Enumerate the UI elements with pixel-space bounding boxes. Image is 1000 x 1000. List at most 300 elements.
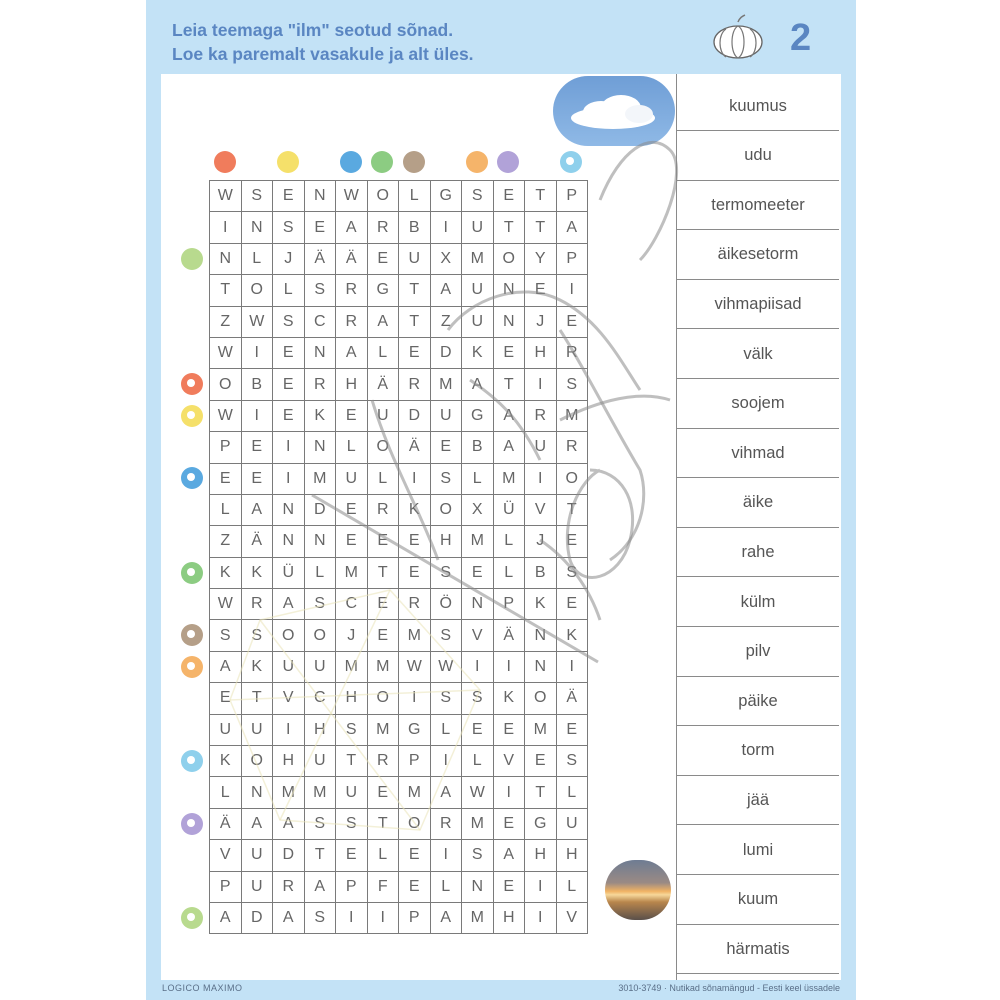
grid-cell[interactable]: E <box>304 212 336 243</box>
grid-cell[interactable]: W <box>241 306 273 337</box>
grid-cell[interactable]: E <box>336 494 368 525</box>
grid-cell[interactable]: N <box>241 777 273 808</box>
grid-cell[interactable]: L <box>241 243 273 274</box>
grid-cell[interactable]: A <box>367 306 399 337</box>
grid-cell[interactable]: N <box>493 306 525 337</box>
grid-cell[interactable]: W <box>399 651 431 682</box>
grid-row <box>210 777 588 808</box>
grid-cell[interactable]: A <box>556 212 588 243</box>
grid-cell[interactable]: K <box>462 337 494 368</box>
grid-cell[interactable]: U <box>336 463 368 494</box>
cloud-image <box>553 76 675 146</box>
grid-cell[interactable]: Ä <box>556 683 588 714</box>
grid-cell[interactable]: L <box>399 181 431 212</box>
word-list-item: härmatis <box>677 925 839 974</box>
grid-cell[interactable]: I <box>525 463 557 494</box>
grid-cell[interactable]: W <box>210 589 242 620</box>
grid-cell[interactable]: R <box>399 589 431 620</box>
grid-cell[interactable]: N <box>493 275 525 306</box>
grid-cell[interactable]: U <box>462 275 494 306</box>
grid-cell[interactable]: V <box>273 683 305 714</box>
grid-cell[interactable]: U <box>210 714 242 745</box>
grid-cell[interactable]: K <box>241 557 273 588</box>
grid-cell[interactable]: O <box>304 620 336 651</box>
row-color-marker <box>181 750 203 772</box>
grid-cell[interactable]: I <box>525 871 557 902</box>
grid-cell[interactable]: E <box>336 840 368 871</box>
grid-cell[interactable]: D <box>399 400 431 431</box>
grid-cell[interactable]: Ä <box>367 369 399 400</box>
grid-cell[interactable]: P <box>210 871 242 902</box>
grid-cell[interactable]: E <box>493 871 525 902</box>
grid-cell[interactable]: K <box>399 494 431 525</box>
grid-cell[interactable]: M <box>462 808 494 839</box>
grid-cell[interactable]: O <box>273 620 305 651</box>
grid-cell[interactable]: U <box>241 714 273 745</box>
grid-cell[interactable]: I <box>273 714 305 745</box>
grid-cell[interactable]: M <box>493 463 525 494</box>
grid-cell[interactable]: N <box>525 620 557 651</box>
grid-cell[interactable]: W <box>210 337 242 368</box>
grid-cell[interactable]: L <box>367 337 399 368</box>
grid-cell[interactable]: K <box>493 683 525 714</box>
grid-cell[interactable]: I <box>399 463 431 494</box>
grid-cell[interactable]: D <box>273 840 305 871</box>
grid-cell[interactable]: I <box>399 683 431 714</box>
grid-cell[interactable]: T <box>241 683 273 714</box>
grid-cell[interactable]: G <box>462 400 494 431</box>
grid-cell[interactable]: U <box>241 871 273 902</box>
grid-cell[interactable]: S <box>241 620 273 651</box>
grid-cell[interactable]: S <box>304 902 336 933</box>
grid-cell[interactable]: E <box>336 526 368 557</box>
grid-cell[interactable]: S <box>462 683 494 714</box>
grid-cell[interactable]: Ö <box>430 589 462 620</box>
grid-cell[interactable]: S <box>556 746 588 777</box>
grid-cell[interactable]: P <box>556 181 588 212</box>
grid-cell[interactable]: B <box>525 557 557 588</box>
grid-cell[interactable]: I <box>430 840 462 871</box>
grid-cell[interactable]: I <box>493 777 525 808</box>
grid-cell[interactable]: G <box>430 181 462 212</box>
word-list-item: pilv <box>677 628 839 677</box>
grid-cell[interactable]: K <box>525 589 557 620</box>
grid-cell[interactable]: A <box>304 871 336 902</box>
grid-cell[interactable]: R <box>525 400 557 431</box>
grid-cell[interactable]: M <box>304 777 336 808</box>
grid-cell[interactable]: H <box>430 526 462 557</box>
grid-cell[interactable]: A <box>336 337 368 368</box>
grid-cell[interactable]: I <box>525 369 557 400</box>
grid-cell[interactable]: H <box>556 840 588 871</box>
grid-cell[interactable]: S <box>241 181 273 212</box>
grid-cell[interactable]: G <box>399 714 431 745</box>
column-color-marker <box>214 151 236 173</box>
grid-cell[interactable]: A <box>241 808 273 839</box>
grid-cell[interactable]: U <box>462 306 494 337</box>
grid-cell[interactable]: V <box>556 902 588 933</box>
grid-cell[interactable]: L <box>273 275 305 306</box>
grid-cell[interactable]: B <box>241 369 273 400</box>
grid-cell[interactable]: I <box>273 463 305 494</box>
grid-cell[interactable]: M <box>336 651 368 682</box>
grid-cell[interactable]: I <box>430 212 462 243</box>
grid-cell[interactable]: O <box>430 494 462 525</box>
grid-cell[interactable]: Z <box>430 306 462 337</box>
grid-cell[interactable]: E <box>273 400 305 431</box>
grid-cell[interactable]: V <box>462 620 494 651</box>
grid-cell[interactable]: E <box>399 337 431 368</box>
grid-cell[interactable]: S <box>556 369 588 400</box>
grid-cell[interactable]: U <box>304 746 336 777</box>
grid-cell[interactable]: E <box>367 243 399 274</box>
grid-cell[interactable]: I <box>525 902 557 933</box>
grid-cell[interactable]: L <box>556 777 588 808</box>
grid-cell[interactable]: A <box>336 212 368 243</box>
grid-cell[interactable]: A <box>273 902 305 933</box>
grid-cell[interactable]: R <box>430 808 462 839</box>
grid-cell[interactable]: A <box>273 808 305 839</box>
grid-cell[interactable]: O <box>210 369 242 400</box>
grid-row <box>210 212 588 243</box>
grid-cell[interactable]: E <box>273 181 305 212</box>
grid-cell[interactable]: Y <box>525 243 557 274</box>
grid-cell[interactable]: U <box>367 400 399 431</box>
grid-cell[interactable]: X <box>430 243 462 274</box>
word-list-item: äike <box>677 479 839 528</box>
grid-cell[interactable]: R <box>241 589 273 620</box>
grid-cell[interactable]: M <box>430 369 462 400</box>
grid-cell[interactable]: S <box>430 463 462 494</box>
grid-cell[interactable]: E <box>241 432 273 463</box>
grid-cell[interactable]: L <box>304 557 336 588</box>
grid-cell[interactable]: I <box>241 337 273 368</box>
grid-cell[interactable]: T <box>399 306 431 337</box>
grid-cell[interactable]: L <box>367 463 399 494</box>
grid-cell[interactable]: E <box>493 181 525 212</box>
grid-cell[interactable]: L <box>210 777 242 808</box>
grid-cell[interactable]: V <box>210 840 242 871</box>
grid-cell[interactable]: H <box>336 369 368 400</box>
grid-cell[interactable]: K <box>210 746 242 777</box>
grid-cell[interactable]: I <box>556 651 588 682</box>
grid-cell[interactable]: R <box>304 369 336 400</box>
grid-cell[interactable]: Ä <box>336 243 368 274</box>
grid-cell[interactable]: Ü <box>493 494 525 525</box>
grid-cell[interactable]: W <box>336 181 368 212</box>
grid-cell[interactable]: E <box>273 337 305 368</box>
grid-cell[interactable]: A <box>241 494 273 525</box>
grid-cell[interactable]: I <box>462 651 494 682</box>
grid-cell[interactable]: I <box>210 212 242 243</box>
grid-cell[interactable]: J <box>525 306 557 337</box>
grid-cell[interactable]: I <box>336 902 368 933</box>
grid-cell[interactable]: M <box>525 714 557 745</box>
grid-cell[interactable]: O <box>367 432 399 463</box>
word-list-item: kuumus <box>677 82 839 131</box>
grid-cell[interactable]: P <box>556 243 588 274</box>
row-color-marker <box>181 656 203 678</box>
grid-cell[interactable]: C <box>304 306 336 337</box>
grid-cell[interactable]: O <box>367 683 399 714</box>
grid-cell[interactable]: S <box>304 275 336 306</box>
grid-cell[interactable]: O <box>399 808 431 839</box>
grid-cell[interactable]: B <box>462 432 494 463</box>
grid-cell[interactable]: Ä <box>399 432 431 463</box>
grid-cell[interactable]: E <box>399 526 431 557</box>
grid-cell[interactable]: E <box>336 400 368 431</box>
grid-cell[interactable]: U <box>525 432 557 463</box>
grid-cell[interactable]: I <box>493 651 525 682</box>
grid-cell[interactable]: Ä <box>241 526 273 557</box>
grid-cell[interactable]: N <box>304 526 336 557</box>
grid-cell[interactable]: E <box>210 683 242 714</box>
grid-cell[interactable]: M <box>399 620 431 651</box>
grid-cell[interactable]: A <box>493 432 525 463</box>
grid-cell[interactable]: U <box>462 212 494 243</box>
grid-cell[interactable]: X <box>462 494 494 525</box>
grid-cell[interactable]: P <box>210 432 242 463</box>
grid-cell[interactable]: L <box>462 463 494 494</box>
grid-cell[interactable]: E <box>462 557 494 588</box>
grid-cell[interactable]: M <box>399 777 431 808</box>
grid-cell[interactable]: R <box>336 275 368 306</box>
grid-cell[interactable]: U <box>273 651 305 682</box>
grid-cell[interactable]: E <box>367 620 399 651</box>
grid-cell[interactable]: K <box>304 400 336 431</box>
grid-cell[interactable]: N <box>304 181 336 212</box>
grid-cell[interactable]: U <box>399 243 431 274</box>
grid-cell[interactable]: E <box>556 306 588 337</box>
grid-cell[interactable]: S <box>273 212 305 243</box>
grid-cell[interactable]: I <box>241 400 273 431</box>
grid-cell[interactable]: S <box>273 306 305 337</box>
grid-cell[interactable]: E <box>556 526 588 557</box>
grid-cell[interactable]: T <box>556 494 588 525</box>
grid-cell[interactable]: H <box>525 840 557 871</box>
grid-cell[interactable]: S <box>336 808 368 839</box>
grid-cell[interactable]: K <box>241 651 273 682</box>
grid-cell[interactable]: S <box>336 714 368 745</box>
grid-cell[interactable]: E <box>493 808 525 839</box>
grid-cell[interactable]: T <box>367 557 399 588</box>
grid-cell[interactable]: E <box>399 840 431 871</box>
grid-cell[interactable]: H <box>493 902 525 933</box>
grid-cell[interactable]: J <box>525 526 557 557</box>
grid-cell[interactable]: I <box>367 902 399 933</box>
grid-cell[interactable]: R <box>556 337 588 368</box>
grid-cell[interactable]: T <box>525 777 557 808</box>
grid-cell[interactable]: Z <box>210 526 242 557</box>
grid-cell[interactable]: L <box>430 714 462 745</box>
grid-cell[interactable]: S <box>430 557 462 588</box>
grid-cell[interactable]: L <box>367 840 399 871</box>
grid-cell[interactable]: E <box>399 557 431 588</box>
grid-cell[interactable]: U <box>241 840 273 871</box>
grid-cell[interactable]: T <box>210 275 242 306</box>
grid-cell[interactable]: E <box>493 714 525 745</box>
grid-cell[interactable]: L <box>462 746 494 777</box>
grid-cell[interactable]: O <box>556 463 588 494</box>
grid-cell[interactable]: E <box>462 714 494 745</box>
grid-cell[interactable]: H <box>273 746 305 777</box>
grid-cell[interactable]: Ä <box>210 808 242 839</box>
grid-cell[interactable]: E <box>273 369 305 400</box>
grid-cell[interactable]: Ä <box>304 243 336 274</box>
grid-cell[interactable]: F <box>367 871 399 902</box>
grid-cell[interactable]: R <box>367 212 399 243</box>
grid-cell[interactable]: H <box>304 714 336 745</box>
grid-cell[interactable]: C <box>336 589 368 620</box>
grid-cell[interactable]: R <box>367 494 399 525</box>
grid-cell[interactable]: J <box>336 620 368 651</box>
grid-cell[interactable]: E <box>241 463 273 494</box>
grid-cell[interactable]: L <box>493 557 525 588</box>
grid-cell[interactable]: E <box>367 589 399 620</box>
grid-cell[interactable]: T <box>367 808 399 839</box>
grid-cell[interactable]: M <box>273 777 305 808</box>
grid-cell[interactable]: U <box>304 651 336 682</box>
grid-cell[interactable]: M <box>304 463 336 494</box>
grid-cell[interactable]: T <box>304 840 336 871</box>
grid-cell[interactable]: N <box>241 212 273 243</box>
grid-cell[interactable]: I <box>430 746 462 777</box>
grid-cell[interactable]: A <box>210 651 242 682</box>
grid-cell[interactable]: R <box>336 306 368 337</box>
grid-cell[interactable]: O <box>241 746 273 777</box>
grid-cell[interactable]: M <box>462 902 494 933</box>
grid-cell[interactable]: T <box>525 212 557 243</box>
grid-row <box>210 871 588 902</box>
grid-cell[interactable]: E <box>399 871 431 902</box>
grid-cell[interactable]: J <box>273 243 305 274</box>
grid-cell[interactable]: T <box>493 369 525 400</box>
grid-cell[interactable]: A <box>430 777 462 808</box>
grid-cell[interactable]: N <box>462 871 494 902</box>
grid-cell[interactable]: M <box>462 243 494 274</box>
grid-cell[interactable]: E <box>367 777 399 808</box>
grid-cell[interactable]: N <box>273 494 305 525</box>
grid-cell[interactable]: R <box>556 432 588 463</box>
grid-cell[interactable]: P <box>493 589 525 620</box>
grid-cell[interactable]: T <box>493 212 525 243</box>
grid-cell[interactable]: A <box>430 275 462 306</box>
grid-cell[interactable]: Ä <box>493 620 525 651</box>
grid-cell[interactable]: E <box>525 275 557 306</box>
grid-cell[interactable]: L <box>336 432 368 463</box>
grid-cell[interactable]: A <box>430 902 462 933</box>
grid-cell[interactable]: W <box>462 777 494 808</box>
grid-cell[interactable]: D <box>241 902 273 933</box>
grid-cell[interactable]: R <box>273 871 305 902</box>
grid-cell[interactable]: S <box>430 683 462 714</box>
grid-cell[interactable]: M <box>462 526 494 557</box>
grid-cell[interactable]: P <box>336 871 368 902</box>
grid-cell[interactable]: T <box>336 746 368 777</box>
grid-cell[interactable]: E <box>556 714 588 745</box>
grid-cell[interactable]: T <box>525 181 557 212</box>
grid-cell[interactable]: V <box>525 494 557 525</box>
grid-cell[interactable]: D <box>430 337 462 368</box>
grid-cell[interactable]: E <box>493 337 525 368</box>
grid-row <box>210 808 588 839</box>
grid-cell[interactable]: K <box>210 557 242 588</box>
grid-cell[interactable]: R <box>367 746 399 777</box>
grid-cell[interactable]: N <box>210 243 242 274</box>
grid-cell[interactable]: T <box>399 275 431 306</box>
grid-cell[interactable]: G <box>367 275 399 306</box>
grid-cell[interactable]: A <box>462 369 494 400</box>
grid-cell[interactable]: L <box>430 871 462 902</box>
grid-cell[interactable]: E <box>210 463 242 494</box>
grid-cell[interactable]: H <box>336 683 368 714</box>
grid-cell[interactable]: N <box>304 432 336 463</box>
grid-cell[interactable]: D <box>304 494 336 525</box>
grid-cell[interactable]: E <box>525 746 557 777</box>
grid-cell[interactable]: A <box>210 902 242 933</box>
grid-cell[interactable]: I <box>273 432 305 463</box>
grid-cell[interactable]: S <box>462 840 494 871</box>
grid-cell[interactable]: S <box>430 620 462 651</box>
grid-cell[interactable]: Ü <box>273 557 305 588</box>
grid-cell[interactable]: E <box>367 526 399 557</box>
grid-cell[interactable]: L <box>210 494 242 525</box>
grid-cell[interactable]: R <box>399 369 431 400</box>
grid-cell[interactable]: E <box>430 432 462 463</box>
grid-cell[interactable]: Z <box>210 306 242 337</box>
grid-cell[interactable]: W <box>430 651 462 682</box>
grid-cell[interactable]: E <box>556 589 588 620</box>
grid-cell[interactable]: S <box>304 808 336 839</box>
grid-cell[interactable]: A <box>493 840 525 871</box>
grid-cell[interactable]: A <box>273 589 305 620</box>
grid-cell[interactable]: K <box>556 620 588 651</box>
grid-cell[interactable]: U <box>430 400 462 431</box>
grid-cell[interactable]: S <box>304 589 336 620</box>
grid-cell[interactable]: C <box>304 683 336 714</box>
grid-cell[interactable]: B <box>399 212 431 243</box>
grid-cell[interactable]: S <box>556 557 588 588</box>
grid-cell[interactable]: I <box>556 275 588 306</box>
grid-cell[interactable]: S <box>210 620 242 651</box>
grid-cell[interactable]: G <box>525 808 557 839</box>
grid-cell[interactable]: L <box>493 526 525 557</box>
grid-cell[interactable]: L <box>556 871 588 902</box>
grid-cell[interactable]: M <box>336 557 368 588</box>
grid-cell[interactable]: V <box>493 746 525 777</box>
grid-cell[interactable]: A <box>493 400 525 431</box>
grid-cell[interactable]: P <box>399 746 431 777</box>
grid-cell[interactable]: N <box>525 651 557 682</box>
grid-cell[interactable]: O <box>493 243 525 274</box>
grid-cell[interactable]: W <box>210 400 242 431</box>
grid-cell[interactable]: O <box>525 683 557 714</box>
grid-cell[interactable]: U <box>556 808 588 839</box>
grid-cell[interactable]: U <box>336 777 368 808</box>
grid-cell[interactable]: O <box>241 275 273 306</box>
grid-cell[interactable]: M <box>556 400 588 431</box>
grid-cell[interactable]: W <box>210 181 242 212</box>
grid-cell[interactable]: M <box>367 714 399 745</box>
grid-cell[interactable]: H <box>525 337 557 368</box>
grid-cell[interactable]: N <box>273 526 305 557</box>
grid-cell[interactable]: N <box>462 589 494 620</box>
grid-cell[interactable]: M <box>367 651 399 682</box>
grid-cell[interactable]: S <box>462 181 494 212</box>
grid-cell[interactable]: O <box>367 181 399 212</box>
grid-cell[interactable]: N <box>304 337 336 368</box>
grid-cell[interactable]: P <box>399 902 431 933</box>
